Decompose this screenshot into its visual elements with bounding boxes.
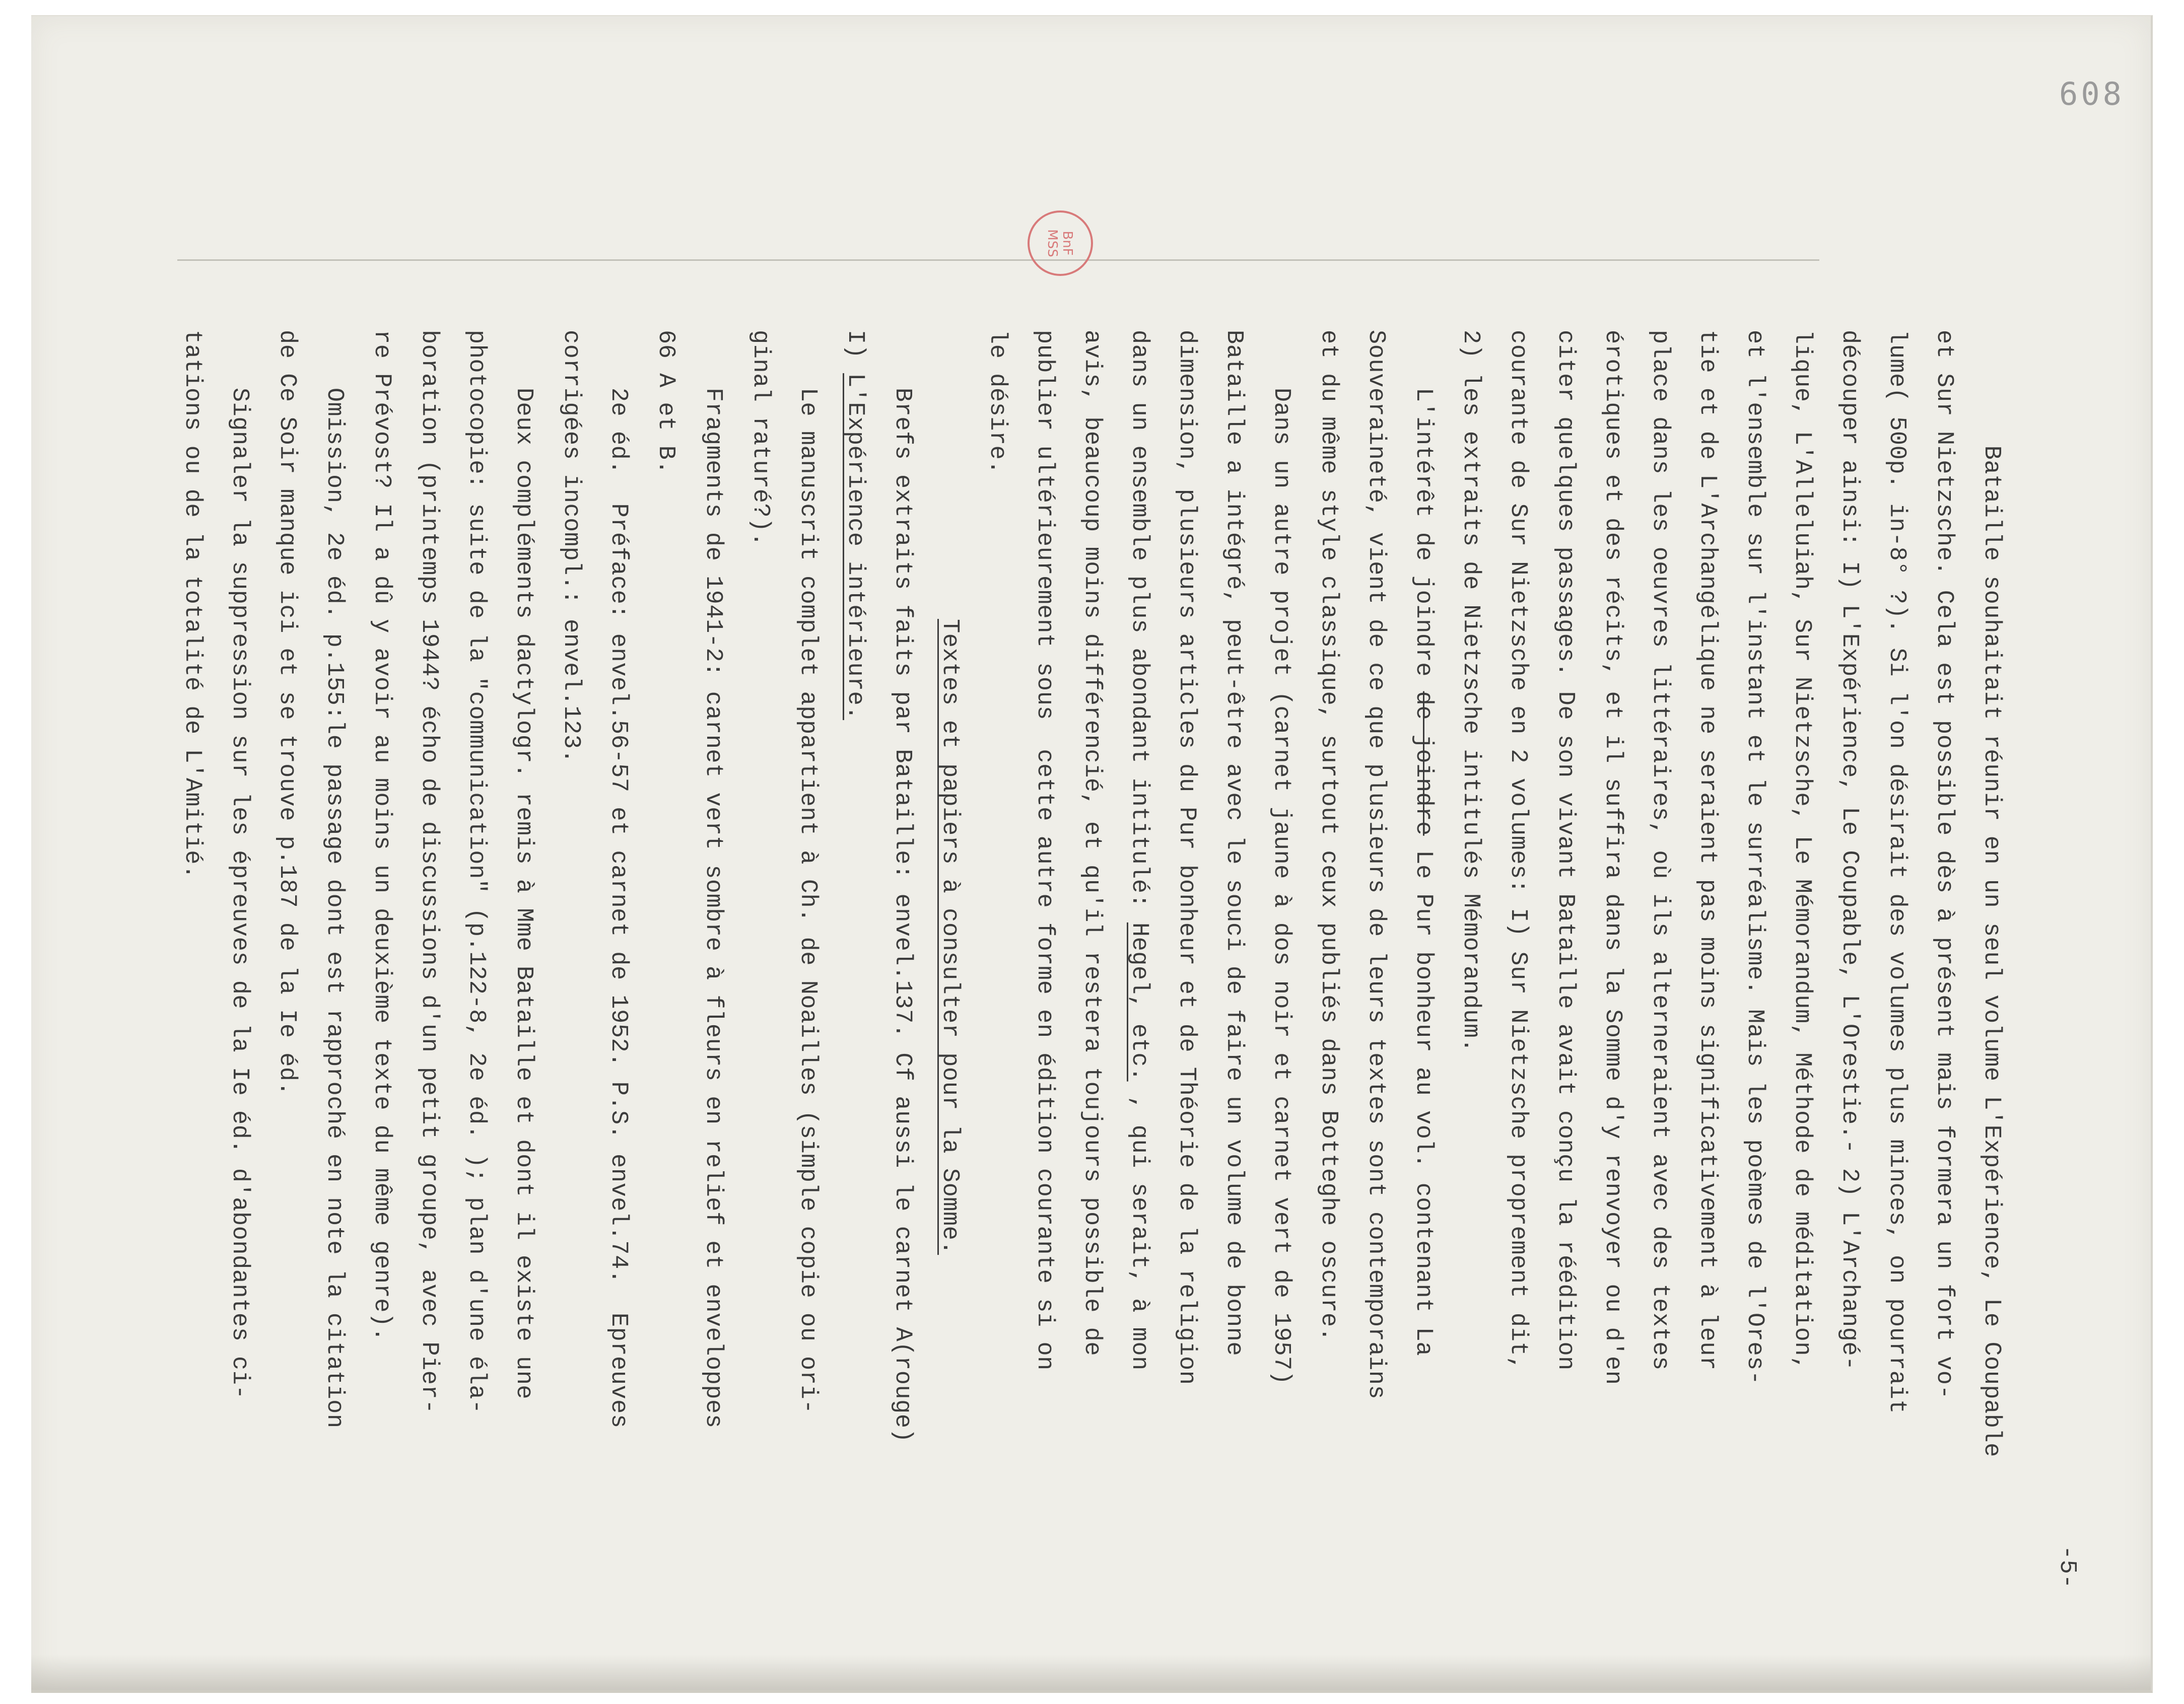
folio-number: 608 <box>2059 76 2125 112</box>
text-line <box>926 330 973 1629</box>
text-line <box>168 330 216 1629</box>
text-line <box>216 330 263 1629</box>
text-segment: 2) les extraits de Nietzsche intitulés Mémorandum. <box>1457 330 1484 1053</box>
text-line <box>1873 330 1920 1629</box>
text-segment: Deux compléments dactylogr. remis à Mme Bataille et dont il existe une <box>510 330 537 1400</box>
text-segment: le désire. <box>984 330 1010 475</box>
struck-text: de joindre <box>1410 691 1437 836</box>
text-segment: re Prévost? Il a dû y avoir au moins un deuxième texte du même genre). <box>368 330 395 1342</box>
text-segment: Omission, 2e éd. p.155:le passage dont est rapproché en note la citation <box>321 330 348 1429</box>
text-segment: érotiques et des récits, et il suffira dans la Somme d'y renvoyer ou d'en <box>1599 330 1626 1385</box>
fold-line <box>177 259 1819 261</box>
text-segment: citer quelques passages. De son vivant Bataille avait conçu la réédition <box>1552 330 1579 1371</box>
text-line <box>1683 330 1731 1629</box>
typed-lines <box>168 330 2015 1629</box>
underlined-text: L'Expérience intérieure. <box>842 373 868 721</box>
text-line <box>1967 330 2015 1629</box>
text-line <box>736 330 784 1629</box>
text-segment: L'intérêt de joindre <box>1410 330 1437 691</box>
text-segment: lume( 500p. in-8° ?). Si l'on désirait des volumes plus minces, on pourrait <box>1883 330 1910 1414</box>
text-line <box>452 330 500 1629</box>
text-segment: lique, L'Alleluiah, Sur Nietzsche, Le Mémorandum, Méthode de méditation, <box>1789 330 1815 1371</box>
text-line <box>1020 330 1068 1629</box>
text-line <box>310 330 358 1629</box>
text-line <box>1589 330 1636 1629</box>
text-line <box>1731 330 1778 1629</box>
text-segment: Le Pur bonheur au vol. contenant La <box>1410 835 1437 1357</box>
svg-text:BnF: BnF <box>1060 231 1075 256</box>
text-line <box>1257 330 1305 1629</box>
text-line <box>1825 330 1873 1629</box>
text-segment: tie et de L'Archangélique ne seraient pas moins significativement à leur <box>1694 330 1721 1371</box>
text-line <box>1163 330 1210 1629</box>
text-segment: 2e éd. Préface: envel.56-57 et carnet de 1952. P.S. envel.74. Epreuves <box>605 330 632 1429</box>
library-stamp <box>1028 210 1093 276</box>
text-line <box>689 330 736 1629</box>
text-line <box>1305 330 1352 1629</box>
text-line <box>973 330 1020 1629</box>
text-segment: et du même style classique, surtout ceux publiés dans Botteghe oscure. <box>1315 330 1342 1342</box>
text-segment: Signaler la suppression sur les épreuves de la Ie éd. d'abondantes ci- <box>226 330 253 1400</box>
text-line <box>1778 330 1825 1629</box>
text-line <box>1447 330 1494 1629</box>
text-segment: courante de Sur Nietzsche en 2 volumes: I) Sur Nietzsche proprement dit, <box>1505 330 1531 1371</box>
text-segment: boration (printemps 1944? écho de discussions d'un petit groupe, avec Pier- <box>416 330 442 1414</box>
text-segment: Le manuscrit complet appartient à Ch. de Noailles (simple copie ou ori- <box>794 330 821 1414</box>
text-segment: et l'ensemble sur l'instant et le surréalisme. Mais les poèmes de l'Ores- <box>1741 330 1768 1385</box>
text-line <box>1115 330 1163 1629</box>
text-segment: 66 A et B. <box>652 330 679 475</box>
underlined-text: Textes et papiers à consulter pour la Somme. <box>936 619 963 1255</box>
underlined-text: Hegel, etc. <box>1126 922 1152 1082</box>
text-segment: tations ou de la totalité de L'Amitié. <box>179 330 206 879</box>
scan-edge-shadow <box>31 1655 2151 1690</box>
svg-text:MSS: MSS <box>1045 229 1060 257</box>
text-line <box>547 330 594 1629</box>
text-segment: Brefs extraits faits par Bataille: envel.137. Cf aussi le carnet A(rouge) <box>889 330 916 1443</box>
text-line <box>1541 330 1589 1629</box>
text-segment: corrigées incompl.: envel.123. <box>558 330 584 764</box>
text-segment <box>936 330 963 619</box>
text-segment: Souveraineté, vient de ce que plusieurs de leurs textes sont contemporains <box>1362 330 1389 1400</box>
text-line <box>784 330 831 1629</box>
text-segment: publier ultérieurement sous cette autre forme en édition courante si on <box>1031 330 1058 1371</box>
text-line <box>1210 330 1257 1629</box>
text-segment: et Sur Nietzsche. Cela est possible dès à présent mais formera un fort vo- <box>1931 330 1957 1400</box>
text-segment: de Ce Soir manque ici et se trouve p.187 de la Ie éd. <box>274 330 300 1096</box>
text-segment: place dans les oeuvres littéraires, où ils alterneraient avec des textes <box>1647 330 1673 1371</box>
text-segment: dans un ensemble plus abondant intitulé: <box>1126 330 1152 922</box>
text-line <box>500 330 547 1629</box>
text-line <box>1399 330 1447 1629</box>
text-segment: ginal raturé?). <box>747 330 774 547</box>
text-segment: Bataille a intégré, peut-être avec le souci de faire un volume de bonne <box>1220 330 1247 1357</box>
text-line <box>263 330 310 1629</box>
text-line <box>358 330 405 1629</box>
text-segment: Fragments de 1941-2: carnet vert sombre à fleurs en relief et enveloppes <box>700 330 726 1429</box>
text-segment: I) <box>842 330 868 374</box>
text-line <box>1068 330 1115 1629</box>
typescript-body <box>121 330 2080 1629</box>
text-segment: dimension, plusieurs articles du Pur bonheur et de Théorie de la religion <box>1173 330 1200 1385</box>
text-segment: photocopie: suite de la "communication" (p.122-8, 2e éd. ); plan d'une éla- <box>463 330 490 1414</box>
text-segment: avis, beaucoup moins différencié, et qu'il restera toujours possible de <box>1078 330 1105 1357</box>
text-line <box>1920 330 1967 1629</box>
text-segment: Dans un autre projet (carnet jaune à dos noir et carnet vert de 1957) <box>1268 330 1294 1385</box>
text-segment: découper ainsi: I) L'Expérience, Le Coupable, L'Orestie.- 2) L'Archangé- <box>1836 330 1863 1371</box>
text-segment: , qui serait, à mon <box>1126 1081 1152 1371</box>
text-line <box>831 330 878 1629</box>
page-number: -5- <box>2054 1545 2080 1589</box>
text-line <box>1636 330 1683 1629</box>
text-line <box>594 330 642 1629</box>
text-line <box>405 330 452 1629</box>
text-segment: Bataille souhaitait réunir en un seul volume L'Expérience, Le Coupable <box>1978 330 2005 1457</box>
text-line <box>1494 330 1541 1629</box>
stamp-seal-icon <box>1035 218 1085 268</box>
text-line <box>878 330 926 1629</box>
text-line <box>1352 330 1399 1629</box>
text-line <box>642 330 689 1629</box>
